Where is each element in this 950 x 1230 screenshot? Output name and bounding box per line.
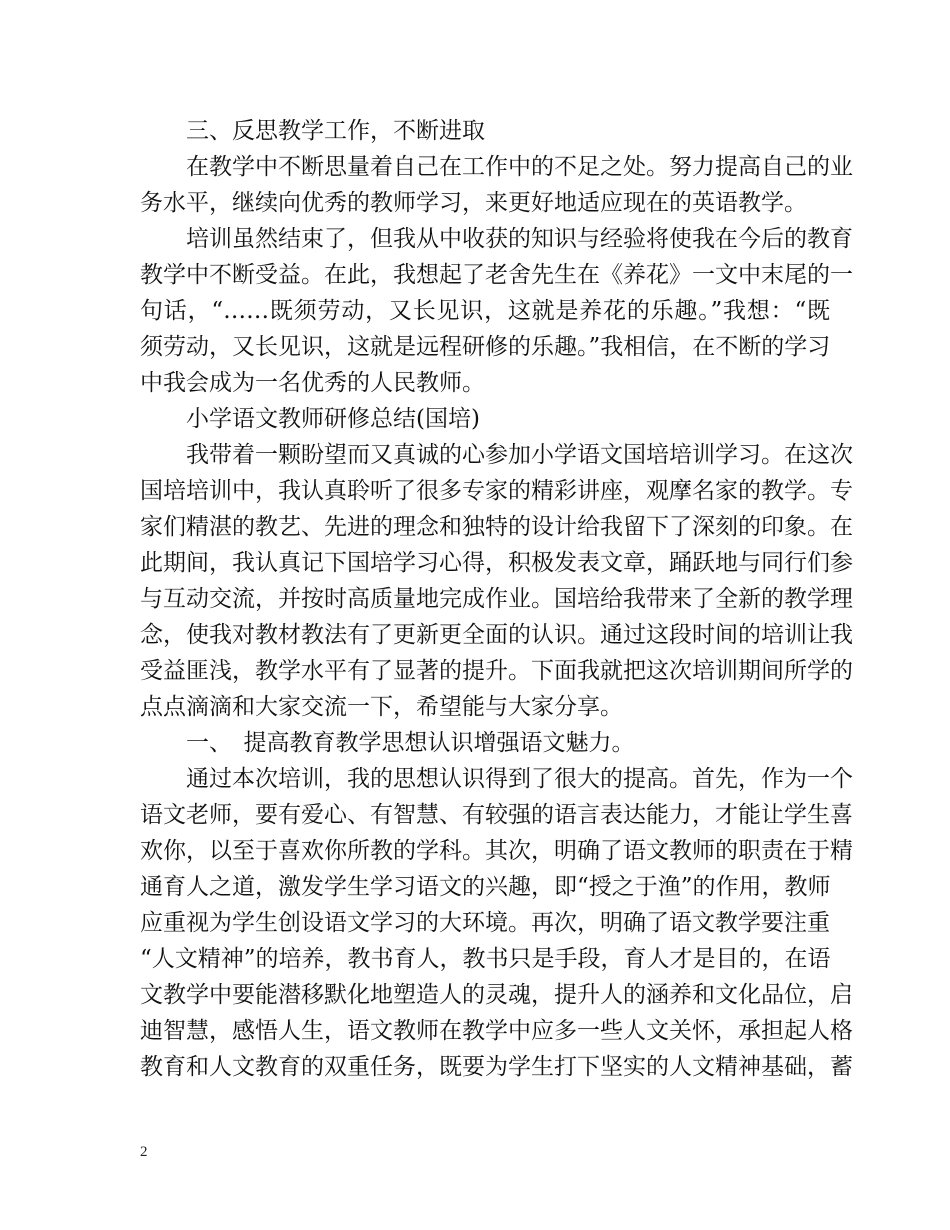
paragraph-line: 通育人之道，激发学生学习语文的兴趣，即“授之于渔”的作用，教师 (140, 874, 831, 900)
paragraph-line: 念，使我对教材教法有了更新更全面的认识。通过这段时间的培训让我 (140, 622, 853, 648)
paragraph-line: 点点滴滴和大家交流一下，希望能与大家分享。 (140, 694, 623, 720)
paragraph-line: 受益匪浅，教学水平有了显著的提升。下面我就把这次培训期间所学的 (140, 658, 853, 684)
paragraph-line: 教育和人文教育的双重任务，既要为学生打下坚实的人文精神基础，蓄 (140, 1054, 853, 1080)
paragraph-line: “人文精神”的培养，教书育人，教书只是手段，育人才是目的，在语 (140, 946, 831, 972)
paragraph-line: 须劳动，又长见识，这就是远程研修的乐趣。”我相信，在不断的学习 (140, 334, 831, 360)
paragraph-line: 语文老师，要有爱心、有智慧、有较强的语言表达能力，才能让学生喜 (140, 802, 853, 828)
paragraph-line: 培训虽然结束了，但我从中收获的知识与经验将使我在今后的教育 (186, 226, 853, 252)
section-heading-one: 一、 提高教育教学思想认识增强语文魅力。 (186, 730, 635, 756)
paragraph-line: 句话，“……既须劳动，又长见识，这就是养花的乐趣。”我想：“既 (140, 298, 830, 324)
paragraph-line: 家们精湛的教艺、先进的理念和独特的设计给我留下了深刻的印象。在 (140, 514, 853, 540)
article-title: 小学语文教师研修总结(国培) (186, 406, 480, 432)
paragraph-line: 在教学中不断思量着自己在工作中的不足之处。努力提高自己的业 (186, 154, 853, 180)
paragraph-line: 此期间，我认真记下国培学习心得，积极发表文章，踊跃地与同行们参 (140, 550, 853, 576)
paragraph-line: 文教学中要能潜移默化地塑造人的灵魂，提升人的涵养和文化品位，启 (140, 982, 853, 1008)
paragraph-line: 应重视为学生创设语文学习的大环境。再次，明确了语文教学要注重 (140, 910, 830, 936)
paragraph-line: 务水平，继续向优秀的教师学习，来更好地适应现在的英语教学。 (140, 190, 807, 216)
paragraph-line: 迪智慧，感悟人生，语文教师在教学中应多一些人文关怀，承担起人格 (140, 1018, 853, 1044)
section-heading-reflection: 三、反思教学工作，不断进取 (186, 118, 485, 144)
paragraph-line: 欢你，以至于喜欢你所教的学科。其次，明确了语文教师的职责在于精 (140, 838, 853, 864)
paragraph-line: 国培培训中，我认真聆听了很多专家的精彩讲座，观摩名家的教学。专 (140, 478, 853, 504)
paragraph-line: 与互动交流，并按时高质量地完成作业。国培给我带来了全新的教学理 (140, 586, 853, 612)
paragraph-line: 通过本次培训，我的思想认识得到了很大的提高。首先，作为一个 (186, 766, 853, 792)
paragraph-line: 教学中不断受益。在此，我想起了老舍先生在《养花》一文中末尾的一 (140, 262, 853, 288)
paragraph-line: 中我会成为一名优秀的人民教师。 (140, 370, 485, 396)
page-number: 2 (140, 1144, 148, 1160)
paragraph-line: 我带着一颗盼望而又真诚的心参加小学语文国培培训学习。在这次 (186, 442, 853, 468)
